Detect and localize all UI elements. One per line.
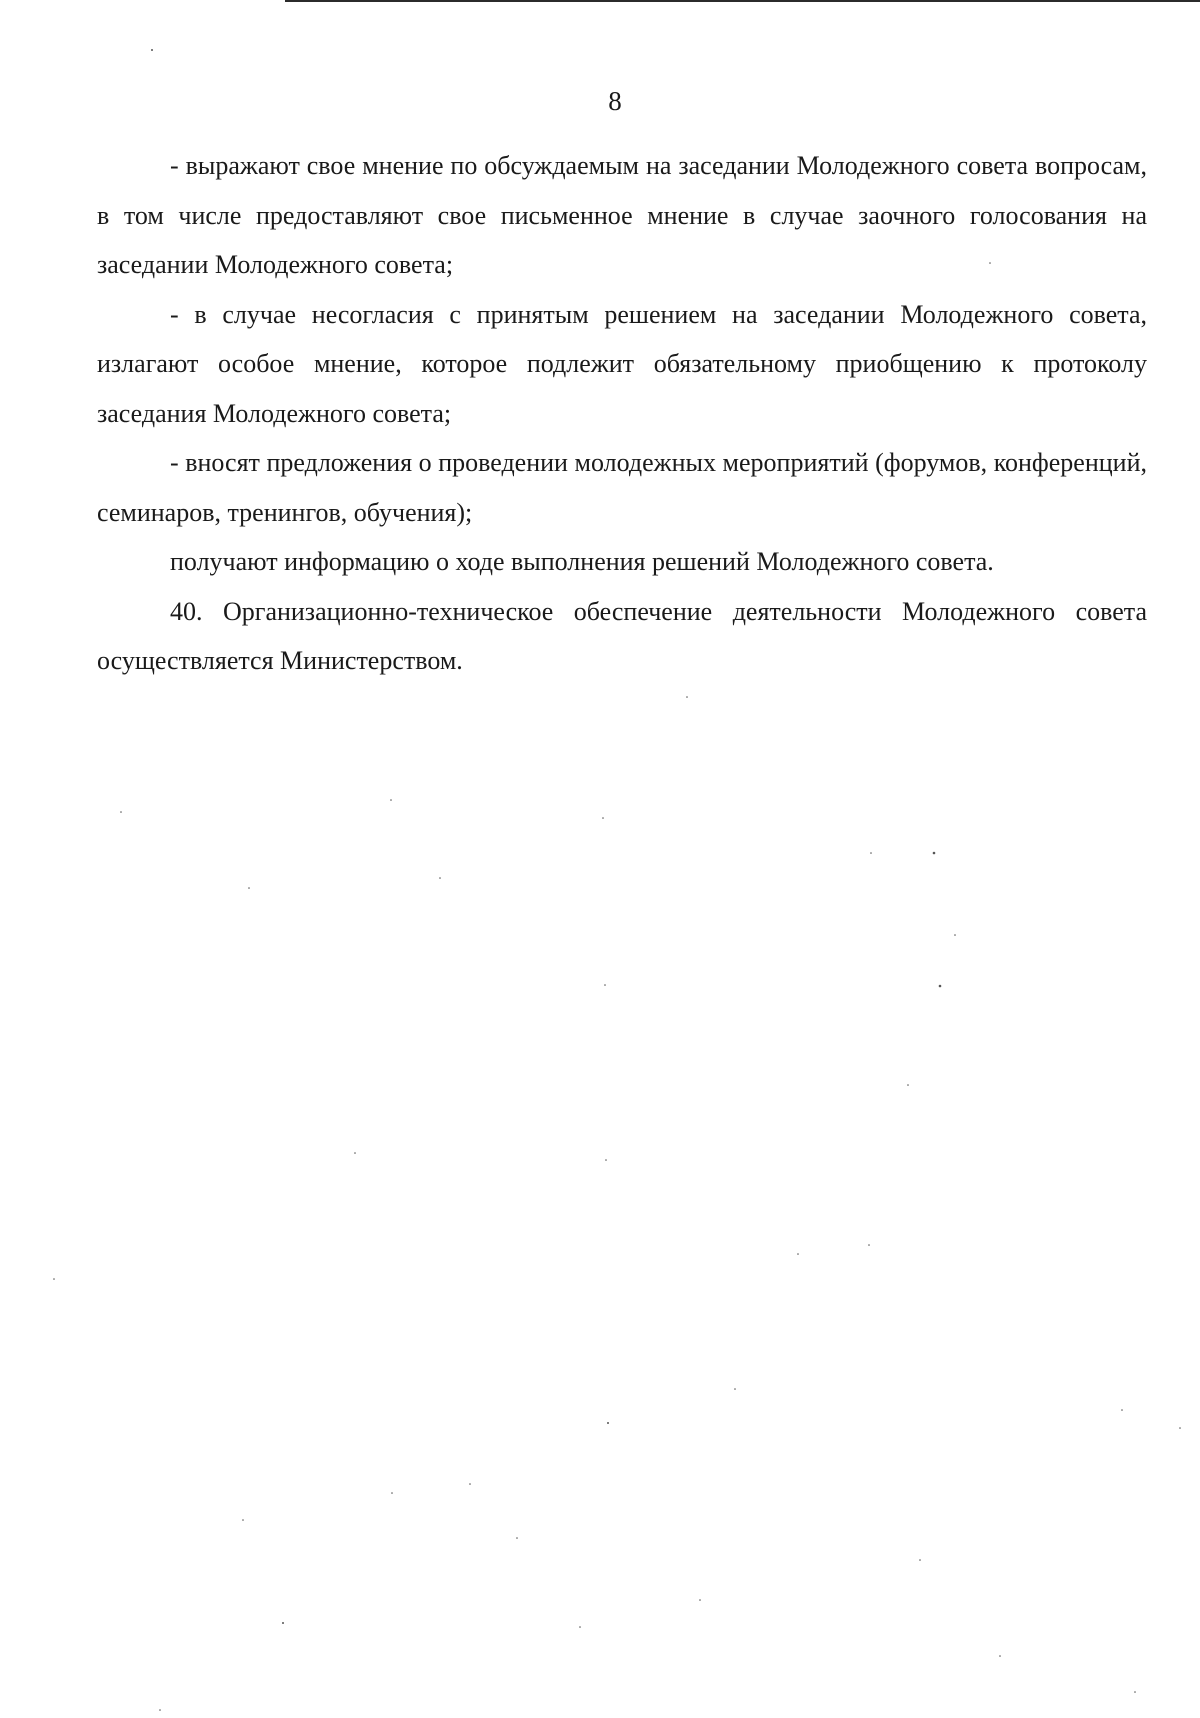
paragraph-opinion: - выражают свое мнение по обсуждаемым на заседании Молодежного совета вопросам, в том числе предоставляют свое письменное мнение в случае заочного голосования на заседании Молодежного совета; — [97, 151, 1147, 279]
paragraph-information: получают информацию о ходе выполнения решений Молодежного совета. — [170, 547, 994, 576]
paragraph-item-40: 40. Организационно-техническое обеспечение деятельности Молодежного совета осуществляется Министерством. — [97, 596, 1147, 675]
paragraph-proposals: - вносят предложения о проведении молодежных мероприятий (форумов, конференций, семинаров, тренингов, обучения); — [97, 448, 1147, 527]
paragraph-dissent: - в случае несогласия с принятым решением на заседании Молодежного совета, излагают особое мнение, которое подлежит обязательному приобщению к протоколу заседания Молодежного совета; — [97, 299, 1147, 428]
page-number: 8 — [608, 86, 622, 116]
